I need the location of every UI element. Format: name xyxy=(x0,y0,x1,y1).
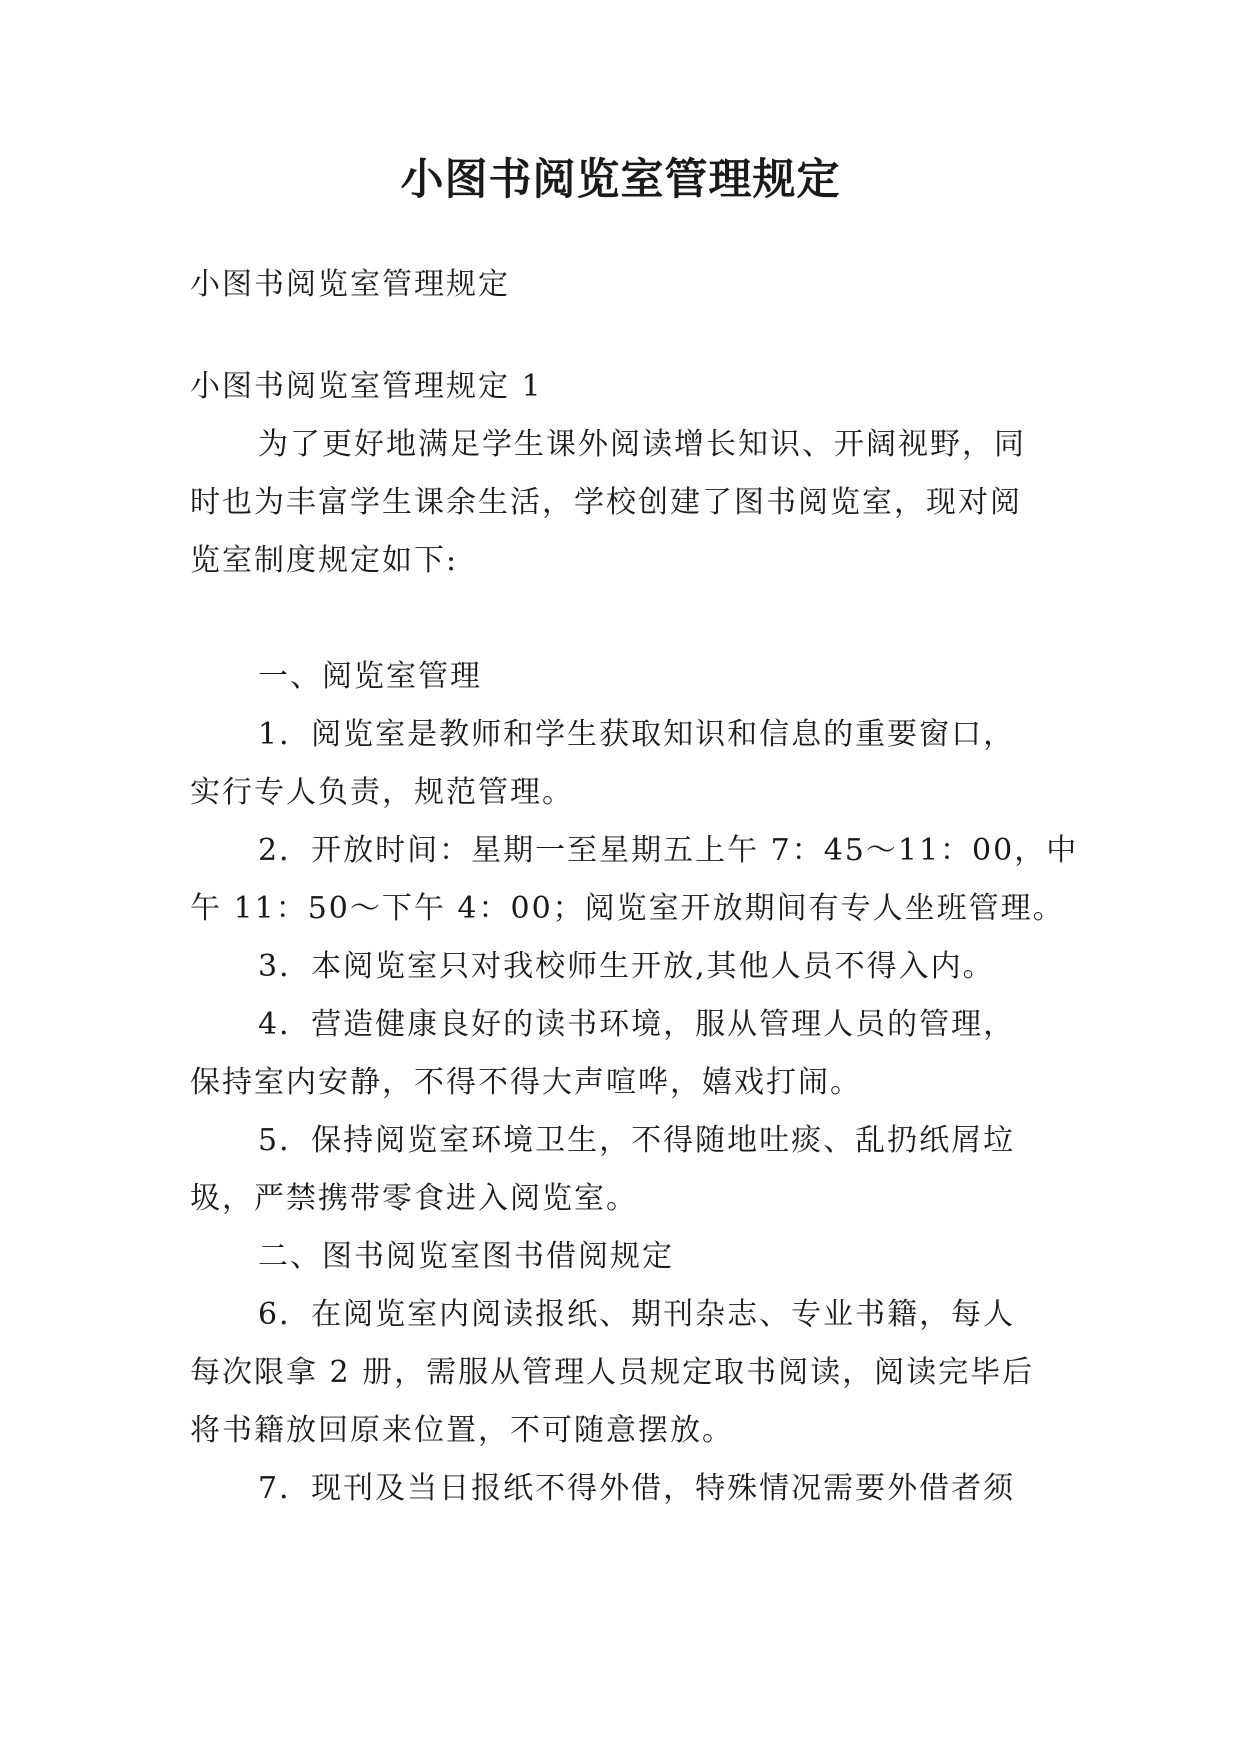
document-subtitle-block xyxy=(190,256,1060,314)
rule-line: 2．开放时间：星期一至星期五上午 7：45～11：00，中 xyxy=(258,833,1079,868)
rule-line: 保持室内安静，不得不得大声喧哗，嬉戏打闹。 xyxy=(190,1065,862,1100)
rule-line: 3．本阅览室只对我校师生开放,其他人员不得入内。 xyxy=(258,949,995,984)
rule-line: 4．营造健康良好的读书环境，服从管理人员的管理， xyxy=(258,1007,1016,1042)
section-title-borrowing: 二、图书阅览室图书借阅规定 xyxy=(258,1239,674,1274)
rule-line: 5．保持阅览室环境卫生，不得随地吐痰、乱扔纸屑垃 xyxy=(258,1123,1016,1158)
section-title-management: 一、阅览室管理 xyxy=(258,659,482,694)
intro-line: 为了更好地满足学生课外阅读增长知识、开阔视野，同 xyxy=(258,427,1026,462)
rule-line: 午 11：50～下午 4：00；阅览室开放期间有专人坐班管理。 xyxy=(190,891,1065,926)
rule-line: 7．现刊及当日报纸不得外借，特殊情况需要外借者须 xyxy=(258,1471,1016,1506)
intro-line: 时也为丰富学生课余生活，学校创建了图书阅览室，现对阅 xyxy=(190,485,1022,520)
rule-line: 实行专人负责，规范管理。 xyxy=(190,775,574,810)
blank-line xyxy=(190,590,1060,648)
document-title: 小图书阅览室管理规定 xyxy=(400,155,841,205)
rule-line: 6．在阅览室内阅读报纸、期刊杂志、专业书籍，每人 xyxy=(258,1297,1016,1332)
rule-line: 每次限拿 2 册，需服从管理人员规定取书阅读，阅读完毕后 xyxy=(190,1355,1035,1390)
intro-line: 览室制度规定如下: xyxy=(190,543,459,578)
section-heading: 小图书阅览室管理规定 1 xyxy=(190,369,543,404)
document-content xyxy=(190,358,1079,1518)
document-subtitle: 小图书阅览室管理规定 xyxy=(190,267,510,302)
rule-line: 1．阅览室是教师和学生获取知识和信息的重要窗口， xyxy=(258,717,1016,752)
rule-line: 将书籍放回原来位置，不可随意摆放。 xyxy=(190,1413,734,1448)
rule-line: 圾，严禁携带零食进入阅览室。 xyxy=(190,1181,638,1216)
